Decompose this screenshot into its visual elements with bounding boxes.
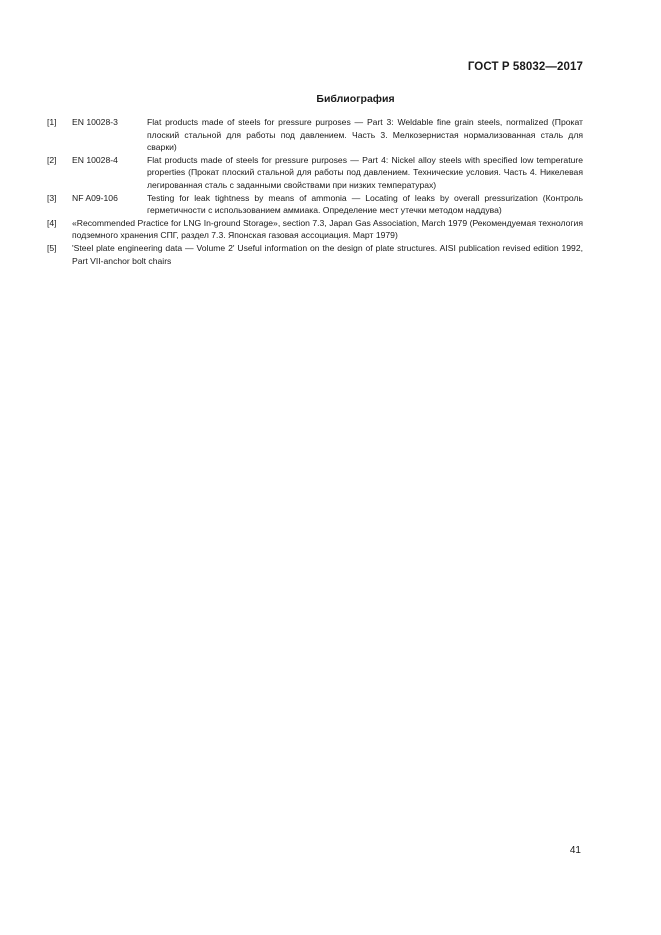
entry-text: 'Steel plate engineering data — Volume 2' Useful information on the design of plate structures. AISI publication revised edition 1992, Part VII-anchor bolt chairs — [72, 242, 583, 266]
entry-code: EN 10028-3 — [72, 117, 118, 127]
bibliography-list — [47, 116, 583, 267]
entry-text: «Recommended Practice for LNG In-ground Storage», section 7.3, Japan Gas Association, March 1979 (Рекомендуемая технология подземного хранения СПГ, раздел 7.3. Японская газовая ассоциация. Март 1979) — [72, 217, 583, 241]
bibliography-entry-5 — [47, 242, 583, 267]
section-title: Библиография — [316, 93, 395, 105]
bibliography-entry-1 — [47, 116, 583, 154]
document-header-standard-id: ГОСТ Р 58032—2017 — [467, 61, 583, 73]
entry-number: [3] — [47, 192, 57, 203]
entry-number: [5] — [47, 242, 57, 253]
entry-text: Testing for leak tightness by means of ammonia — Locating of leaks by overall pressurization (Контроль герметичности с использованием аммиака. Определение мест утечки методом наддува) — [147, 192, 583, 216]
entry-number: [2] — [47, 154, 57, 165]
entry-number: [1] — [47, 117, 57, 127]
entry-text: Flat products made of steels for pressure purposes — Part 4: Nickel alloy steels with specified low temperature properties (Прокат плоский стальной для работы под давлением. Технические условия. Часть 4. Никелевая легированная сталь с заданными свойствами при низких температурах) — [147, 154, 583, 190]
entry-code: EN 10028-4 — [72, 154, 118, 165]
bibliography-entry-4 — [47, 217, 583, 242]
bibliography-entry-3 — [47, 192, 583, 217]
page-number: 41 — [569, 845, 581, 856]
entry-text: Flat products made of steels for pressure purposes — Part 3: Weldable fine grain steels, normalized (Прокат плоский стальной для работы под давлением. Часть 3. Мелкозернистая нормализованная сталь для сварки) — [147, 117, 583, 153]
bibliography-entry-2 — [47, 154, 583, 192]
entry-number: [4] — [47, 217, 57, 228]
entry-code: NF A09-106 — [72, 192, 118, 203]
